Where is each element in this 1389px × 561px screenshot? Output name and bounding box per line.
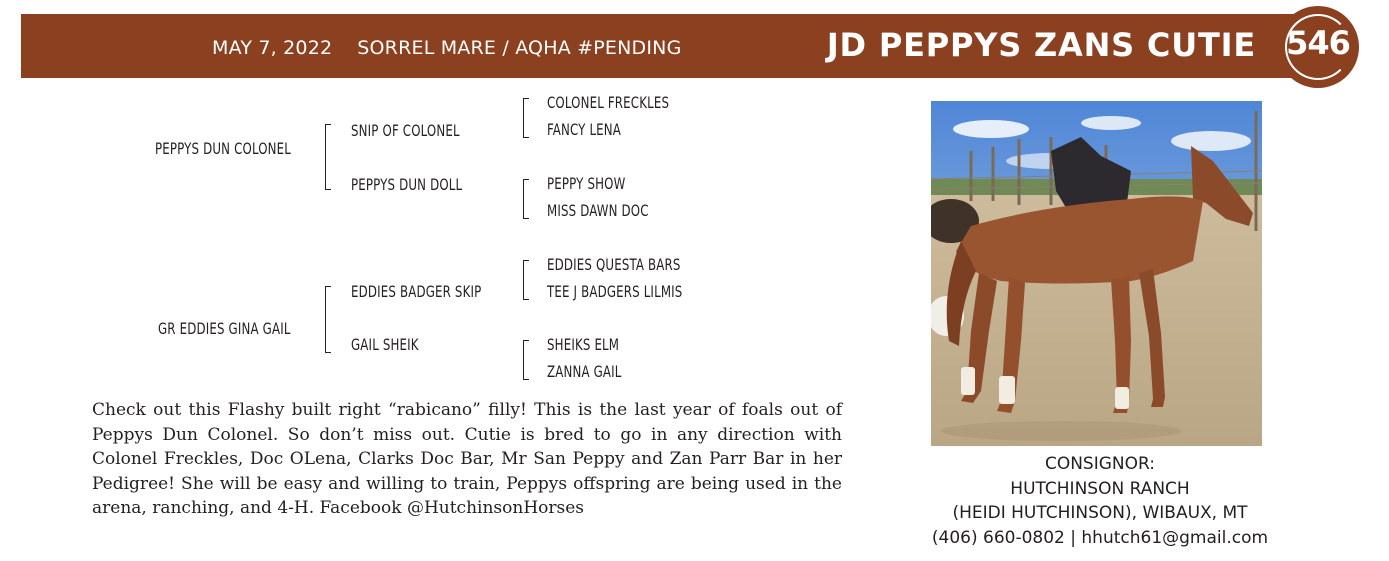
pedigree-bracket-dam-dam	[523, 340, 529, 380]
lot-number: 546	[1286, 24, 1350, 62]
consignor-block	[931, 452, 1269, 550]
sale-date: MAY 7, 2022	[212, 37, 333, 59]
pedigree-dam-dam: GAIL SHEIK	[351, 335, 419, 354]
pedigree-dam-dam-sire: SHEIKS ELM	[547, 335, 620, 354]
pedigree-sire-sire-sire: COLONEL FRECKLES	[547, 93, 670, 112]
consignor-ranch: HUTCHINSON RANCH	[1010, 478, 1190, 499]
header-subtitle	[212, 37, 682, 59]
pedigree-dam-dam-dam: ZANNA GAIL	[547, 362, 622, 381]
pedigree-sire-dam: PEPPYS DUN DOLL	[351, 175, 463, 194]
pedigree-dam-sire: EDDIES BADGER SKIP	[351, 282, 482, 301]
pedigree-bracket-sire-dam	[523, 179, 529, 219]
horse-description-paragraph: Check out this Flashy built right “rabicano” filly! This is the last year of foals out of Peppys Dun Colonel. So don’t miss out. Cutie is bred to go in any direction with Colonel Freckles, Doc OLena, Clarks Doc Bar, Mr San Peppy and Zan Parr Bar in her Pedigree! She will be easy and willing to train, Peppys offspring are being used in the arena, ranching, and 4-H. Facebook @HutchinsonHorses	[92, 400, 842, 518]
pedigree-sire-sire: SNIP OF COLONEL	[351, 121, 460, 140]
pedigree-dam-sire-dam: TEE J BADGERS LILMIS	[547, 282, 683, 301]
pedigree-bracket-dam-sire	[523, 260, 529, 300]
horse-name: JD PEPPYS ZANS CUTIE	[826, 26, 1256, 64]
pedigree-bracket-dam	[325, 286, 331, 353]
consignor-label: CONSIGNOR:	[1044, 454, 1156, 474]
pedigree-sire-sire-dam: FANCY LENA	[547, 120, 622, 139]
pedigree-dam: GR EDDIES GINA GAIL	[158, 319, 291, 338]
pedigree-sire: PEPPYS DUN COLONEL	[155, 139, 292, 158]
header-banner-tab	[700, 64, 1300, 77]
pedigree-sire-dam-dam: MISS DAWN DOC	[547, 201, 649, 220]
pedigree-dam-sire-sire: EDDIES QUESTA BARS	[547, 255, 681, 274]
consignor-contact-location: (HEIDI HUTCHINSON), WIBAUX, MT	[952, 503, 1248, 523]
horse-description: SORREL MARE / AQHA #PENDING	[357, 37, 682, 59]
pedigree-bracket-sire-sire	[523, 98, 529, 138]
pedigree-sire-dam-sire: PEPPY SHOW	[547, 174, 626, 193]
consignor-phone-email: (406) 660-0802 | hhutch61@gmail.com	[931, 527, 1269, 548]
pedigree-bracket-sire	[325, 124, 331, 190]
horse-photo	[931, 101, 1262, 446]
